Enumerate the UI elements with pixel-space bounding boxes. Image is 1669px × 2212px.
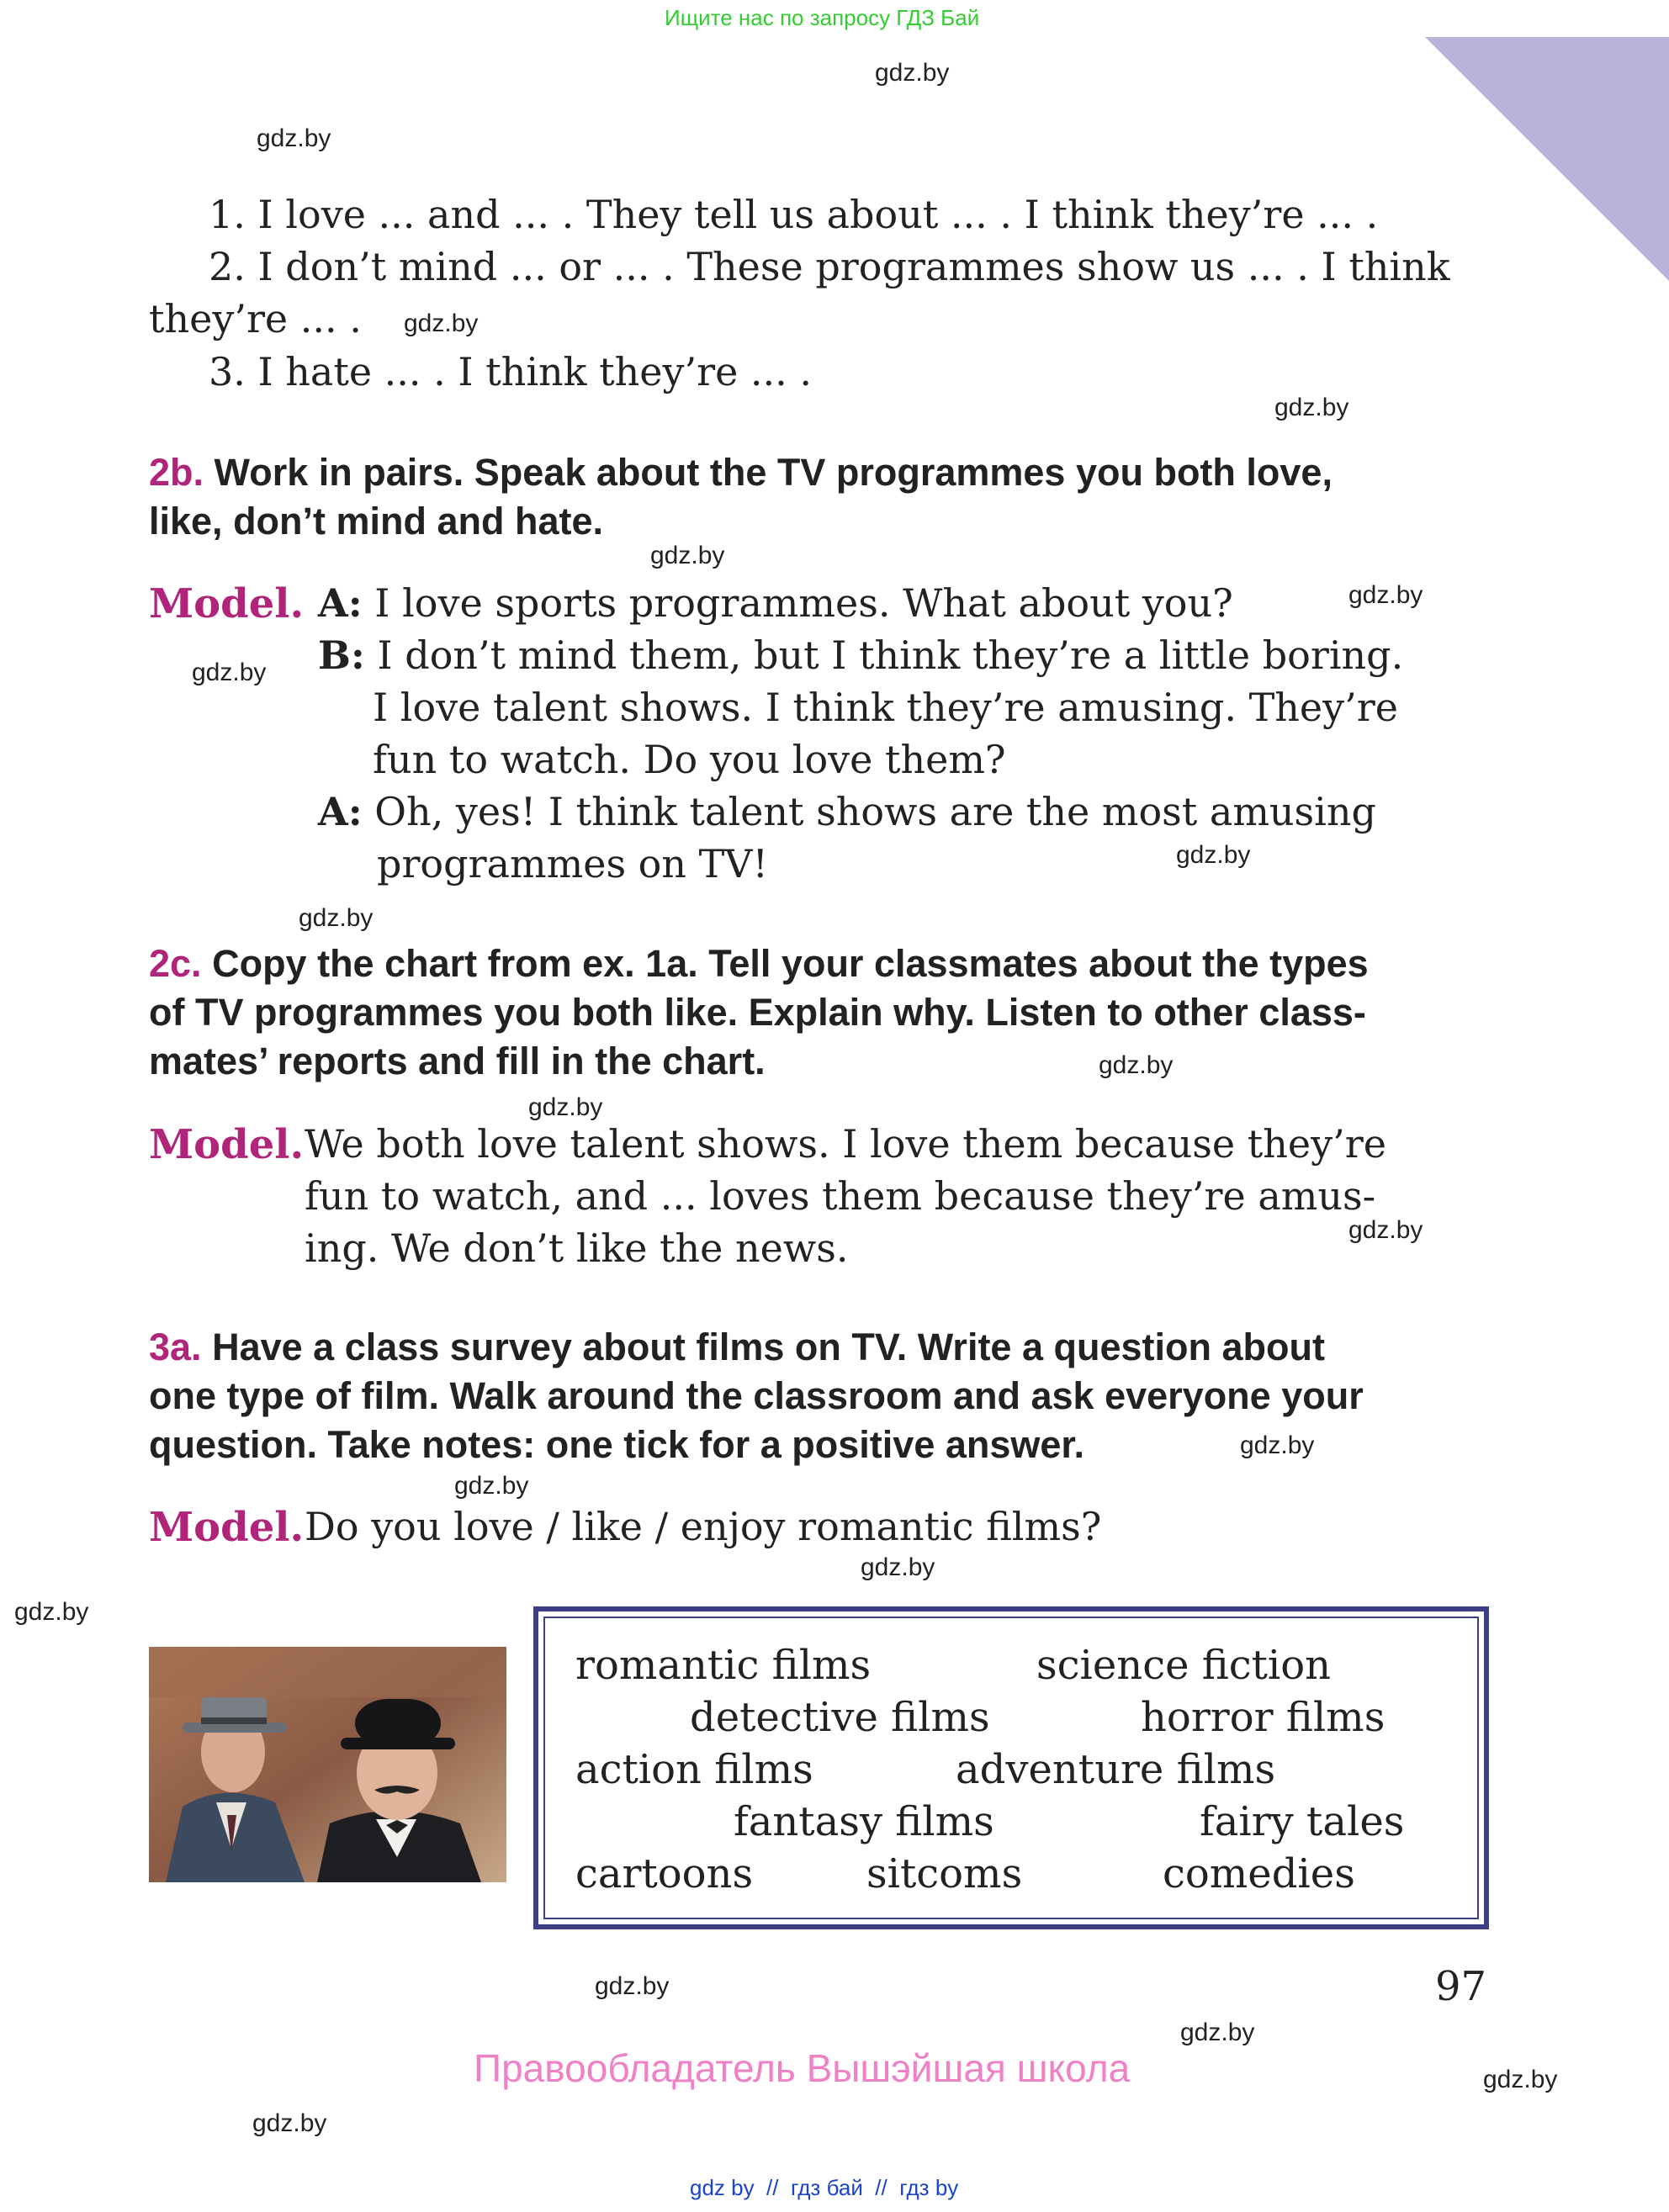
watermark: gdz.by — [192, 659, 267, 686]
model-label: Model. — [149, 1504, 305, 1551]
watermark: gdz.by — [595, 1972, 670, 2000]
task-number: 3a. — [149, 1326, 202, 1368]
task-2c-line-2: of TV programmes you both like. Explain why. Listen to other class- — [149, 991, 1366, 1034]
dialogue-line: I love talent shows. I think they’re amusing. They’re — [373, 685, 1398, 730]
exercise-line-2-cont: they’re ... . — [149, 296, 362, 341]
film-type-item: detective films — [690, 1694, 990, 1741]
film-type-item: fairy tales — [1200, 1798, 1405, 1845]
watermark: gdz.by — [861, 1553, 935, 1581]
task-2b-line-2: like, don’t mind and hate. — [149, 500, 604, 542]
task-text: Copy the chart from ex. 1a. Tell your classmates about the types — [212, 942, 1369, 985]
watermark: gdz.by — [404, 310, 479, 337]
film-type-item: action films — [575, 1746, 813, 1793]
task-2c-line-1 — [149, 942, 1369, 986]
film-type-item: fantasy films — [734, 1798, 994, 1845]
model-text-line: Do you love / like / enjoy romantic films? — [305, 1504, 1102, 1549]
model-label: Model. — [149, 580, 305, 627]
speaker-label: B: — [318, 632, 365, 678]
corner-decoration — [1425, 37, 1669, 281]
model-text-line: fun to watch, and ... loves them because they’re amus- — [305, 1173, 1376, 1219]
dialogue-line — [318, 789, 1376, 834]
exercise-line-1: 1. I love ... and ... . They tell us about ... . I think they’re ... . — [209, 192, 1379, 237]
watermark: gdz.by — [454, 1472, 529, 1500]
watermark: gdz.by — [1483, 2066, 1558, 2093]
task-text: Have a class survey about films on TV. Write a question about — [212, 1326, 1325, 1368]
watermark: gdz.by — [1180, 2019, 1255, 2046]
speaker-label: A: — [318, 580, 363, 626]
watermark: gdz.by — [650, 542, 725, 569]
task-2b-line-1 — [149, 451, 1333, 495]
footer-links[interactable]: gdz by // гдз бай // гдз by — [690, 2175, 959, 2200]
rights-holder: Правообладатель Вышэйшая школа — [474, 2046, 1131, 2090]
film-type-item: romantic films — [575, 1642, 872, 1689]
watermark: gdz.by — [14, 1598, 89, 1626]
task-number: 2c. — [149, 942, 202, 985]
task-2c-line-3: mates’ reports and fill in the chart. — [149, 1040, 766, 1082]
watermark: gdz.by — [1099, 1051, 1174, 1079]
task-3a-line-3: question. Take notes: one tick for a positive answer. — [149, 1423, 1084, 1466]
page-number: 97 — [1435, 1963, 1487, 2010]
top-banner[interactable]: Ищите нас по запросу ГДЗ Бай — [665, 5, 980, 30]
film-type-item: comedies — [1163, 1850, 1355, 1897]
watermark: gdz.by — [1348, 581, 1423, 609]
task-3a-line-1 — [149, 1326, 1325, 1369]
watermark: gdz.by — [1348, 1216, 1423, 1244]
watermark: gdz.by — [528, 1093, 603, 1121]
dialogue-line: programmes on TV! — [377, 841, 769, 886]
watermark: gdz.by — [257, 124, 331, 152]
watermark: gdz.by — [1240, 1431, 1315, 1459]
dialogue-text: Oh, yes! I think talent shows are the most amusing — [374, 789, 1376, 834]
watermark: gdz.by — [299, 904, 374, 932]
model-label: Model. — [149, 1121, 305, 1168]
exercise-line-3: 3. I hate ... . I think they’re ... . — [209, 349, 813, 394]
film-type-item: cartoons — [575, 1850, 754, 1897]
watermark: gdz.by — [1176, 841, 1251, 869]
speaker-label: A: — [318, 789, 363, 834]
dialogue-line — [318, 632, 1403, 678]
model-text-line: We both love talent shows. I love them because they’re — [305, 1121, 1386, 1167]
watermark: gdz.by — [252, 2109, 327, 2137]
film-types-box — [533, 1606, 1489, 1929]
watermark: gdz.by — [875, 59, 950, 87]
dialogue-text: I love sports programmes. What about you? — [374, 580, 1233, 626]
exercise-line-2: 2. I don’t mind ... or ... . These programmes show us ... . I think — [209, 244, 1450, 289]
task-text: Work in pairs. Speak about the TV programmes you both love, — [214, 451, 1333, 494]
dialogue-line — [318, 580, 1233, 626]
film-type-item: horror films — [1141, 1694, 1386, 1741]
task-3a-line-2: one type of film. Walk around the classroom and ask everyone your — [149, 1374, 1364, 1417]
film-type-item: science fiction — [1036, 1642, 1332, 1689]
film-type-item: adventure films — [956, 1746, 1276, 1793]
dialogue-text: I don’t mind them, but I think they’re a little boring. — [377, 632, 1404, 678]
film-type-item: sitcoms — [866, 1850, 1023, 1897]
task-number: 2b. — [149, 451, 204, 494]
dialogue-line: fun to watch. Do you love them? — [373, 737, 1006, 782]
detectives-photo — [149, 1647, 506, 1882]
watermark: gdz.by — [1274, 394, 1349, 421]
model-text-line: ing. We don’t like the news. — [305, 1225, 849, 1271]
